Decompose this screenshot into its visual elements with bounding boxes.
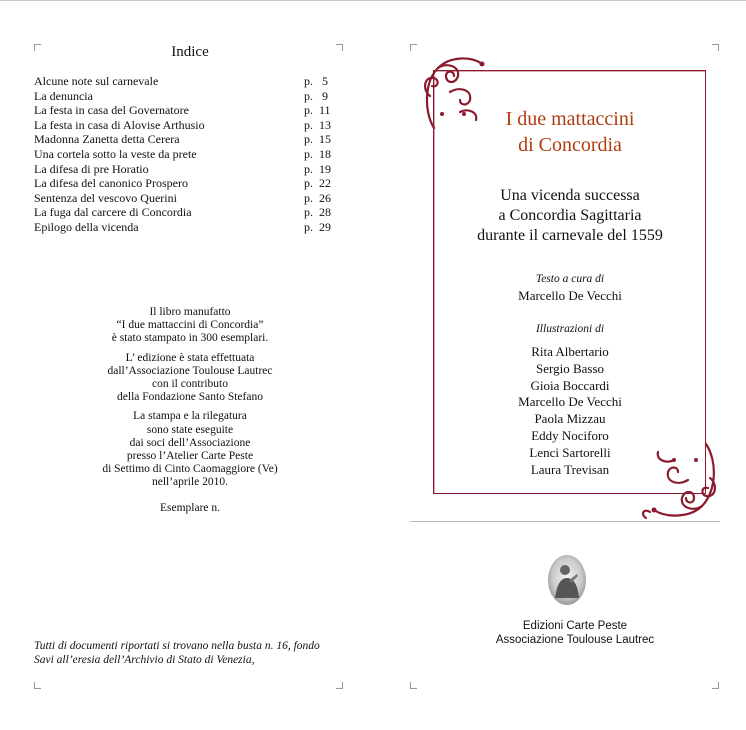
crop-mark: [712, 44, 719, 51]
toc-entry-title: La denuncia: [34, 88, 93, 103]
colophon-line: di Settimo di Cinto Caomaggiore (Ve): [102, 463, 278, 476]
publisher-name: Edizioni Carte Peste: [522, 620, 628, 632]
subtitle-line: durante il carnevale del 1559: [477, 227, 663, 244]
association-name: Associazione Toulouse Lautrec: [495, 633, 655, 646]
toc-entry: [34, 147, 334, 162]
toc-entry-page: p. 5: [304, 74, 328, 88]
colophon-line: della Fondazione Santo Stefano: [117, 391, 263, 404]
subtitle-line: Una vicenda successa: [500, 187, 640, 204]
toc-entry-page: p. 15: [304, 132, 331, 147]
toc-entry: [34, 176, 334, 191]
toc-entry-page: p. 22: [304, 176, 331, 191]
illustrator-name: Lenci Sartorelli: [529, 444, 611, 460]
colophon-line: nell’aprile 2010.: [151, 476, 228, 489]
crop-mark: [712, 682, 719, 689]
toc-entry-title: Una cortela sotto la veste da prete: [34, 146, 197, 161]
colophon-line: La stampa e la rilegatura: [133, 410, 247, 423]
colophon-line: “I due mattaccini di Concordia”: [116, 319, 264, 332]
illustrator-name: Eddy Nociforo: [531, 427, 609, 443]
subtitle-line: a Concordia Sagittaria: [498, 207, 642, 224]
toc-entry-page: p. 13: [304, 117, 331, 132]
toc-entry-page: p. 18: [304, 146, 331, 161]
toc-entry-title: Alcune note sul carnevale: [34, 74, 159, 88]
page-divider: [410, 521, 720, 522]
crop-mark: [336, 44, 343, 51]
colophon: [50, 306, 330, 521]
illustrator-name: Gioia Boccardi: [530, 377, 610, 393]
colophon-paragraph: [50, 410, 330, 489]
toc-entry: [34, 162, 334, 177]
toc-entry: [34, 74, 334, 89]
toc-entry-title: La festa in casa di Alovise Arthusio: [34, 117, 205, 132]
crop-mark: [34, 44, 41, 51]
footnote-line: Tutti di documenti riportati si trovano nella busta n. 16, fondo: [34, 640, 320, 652]
crop-mark: [34, 682, 41, 689]
illustrator-name: Marcello De Vecchi: [518, 394, 622, 410]
colophon-line: presso l’Atelier Carte Peste: [126, 450, 254, 463]
illustrators-list: [470, 344, 670, 478]
crop-mark: [410, 682, 417, 689]
footnote-line: Savi all’eresia dell’Archivio di Stato di Venezia,: [34, 653, 255, 666]
colophon-line: sono state eseguite: [146, 423, 234, 436]
author-name: Marcello De Vecchi: [518, 288, 622, 303]
illustrator-name: Sergio Basso: [535, 360, 604, 376]
cover-title-line: I due mattaccini: [505, 108, 635, 130]
toc-entry: [34, 103, 334, 118]
colophon-line: dall’Associazione Toulouse Lautrec: [107, 364, 273, 377]
toc-entry-title: Epilogo della vicenda: [34, 219, 139, 234]
toc-entry-title: La difesa del canonico Prospero: [34, 176, 188, 191]
top-border-line: [0, 0, 746, 1]
toc-entry-page: p. 26: [304, 190, 331, 205]
index-title: Indice: [171, 44, 209, 60]
toc-entry-title: Madonna Zanetta detta Cerera: [34, 132, 180, 147]
toc-entry: [34, 132, 334, 147]
illustrator-name: Paola Mizzau: [534, 411, 606, 427]
toc-entry: [34, 191, 334, 206]
text-credit-label: Testo a cura di: [535, 273, 605, 285]
engraved-figure-medallion-icon: [547, 554, 587, 606]
cover-title: [470, 106, 670, 158]
colophon-paragraph: [50, 306, 330, 346]
illustrator-name: Laura Trevisan: [530, 461, 610, 477]
toc-entry-page: p. 28: [304, 205, 331, 220]
cover-title-line: di Concordia: [518, 134, 622, 156]
colophon-line: dai soci dell’Associazione: [129, 436, 251, 449]
colophon-line: con il contributo: [151, 378, 228, 391]
colophon-line: è stato stampato in 300 esemplari.: [111, 332, 269, 345]
publisher-block: [440, 620, 710, 647]
toc-entry: [34, 220, 334, 235]
illustrator-name: Rita Albertario: [531, 344, 609, 359]
toc-entry-page: p. 19: [304, 161, 331, 176]
toc-entry-page: p. 11: [304, 103, 331, 118]
toc-entry: [34, 205, 334, 220]
colophon-line: L’ edizione è stata effettuata: [125, 351, 255, 364]
crop-mark: [336, 682, 343, 689]
colophon-line: Il libro manufatto: [149, 306, 231, 318]
toc-entry: [34, 118, 334, 133]
crop-mark: [410, 44, 417, 51]
toc-entry-page: p. 9: [304, 88, 328, 103]
colophon-paragraph: [50, 352, 330, 405]
cover-subtitle: [430, 186, 710, 246]
toc-entry-page: p. 29: [304, 219, 331, 234]
toc-entry-title: Sentenza del vescovo Querini: [34, 190, 177, 205]
toc-entry-title: La fuga dal carcere di Concordia: [34, 205, 192, 220]
footnote: [34, 640, 354, 667]
illustrations-label: Illustrazioni di: [535, 323, 605, 335]
table-of-contents: [34, 74, 334, 235]
toc-entry-title: La difesa di pre Horatio: [34, 161, 149, 176]
toc-entry: [34, 89, 334, 104]
toc-entry-title: La festa in casa del Governatore: [34, 103, 189, 118]
copy-number-label: Esemplare n.: [159, 501, 221, 514]
